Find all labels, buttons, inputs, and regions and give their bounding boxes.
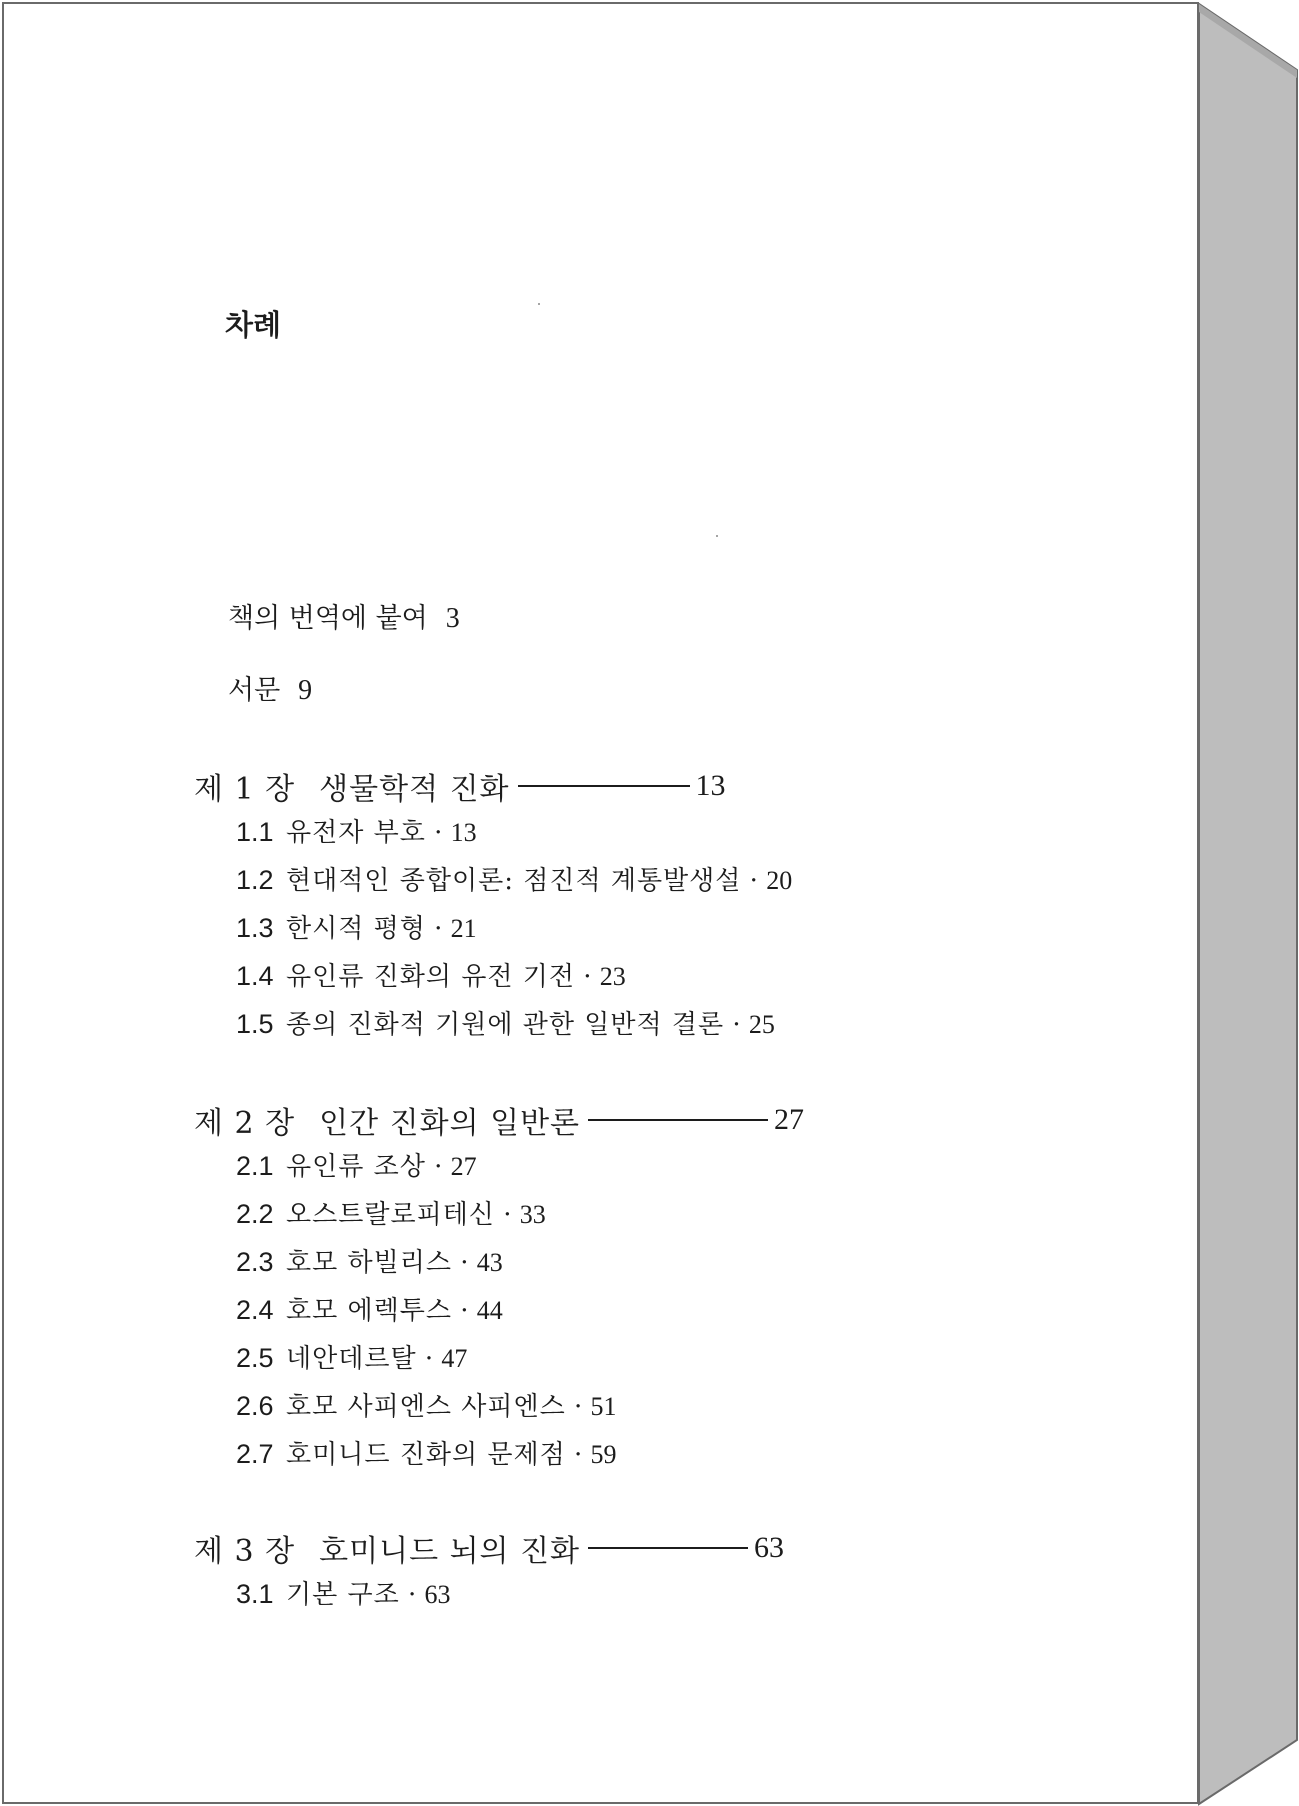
section-title: 호미니드 진화의 문제점: [286, 1440, 566, 1470]
section-title: 한시적 평형: [286, 914, 426, 944]
chapter-title: 인간 진화의 일반론: [319, 1106, 581, 1141]
section-title: 유인류 진화의 유전 기전: [286, 962, 575, 992]
section-item: 2.1 유인류 조상 · 27: [236, 1151, 477, 1182]
section-item: 1.3 한시적 평형 · 21: [236, 913, 477, 944]
chapter-heading: [194, 1098, 804, 1142]
chapter-label: 제 2 장: [194, 1106, 296, 1141]
section-page: 21: [450, 914, 477, 943]
section-item: 1.1 유전자 부호 · 13: [236, 817, 477, 848]
scan-speck: [538, 303, 540, 305]
chapter-page: 27: [774, 1103, 805, 1136]
section-title: 호모 사피엔스 사피엔스: [286, 1392, 566, 1422]
section-title: 유인류 조상: [286, 1152, 426, 1182]
section-page: 43: [476, 1248, 503, 1277]
section-number: 1.4: [236, 961, 274, 991]
section-title: 기본 구조: [286, 1580, 400, 1610]
section-number: 1.3: [236, 913, 274, 943]
section-number: 2.6: [236, 1391, 274, 1421]
chapter-title: 생물학적 진화: [319, 772, 510, 807]
section-page: 25: [748, 1010, 775, 1039]
section-number: 2.3: [236, 1247, 274, 1277]
front-matter-item: [228, 668, 312, 707]
chapter-title: 호미니드 뇌의 진화: [319, 1534, 581, 1569]
section-item: 1.2 현대적인 종합이론: 점진적 계통발생설 · 20: [236, 865, 793, 896]
front-matter-title: 서문: [228, 675, 281, 706]
scan-speck: [716, 535, 718, 537]
section-page: 13: [450, 818, 477, 847]
chapter-page: 63: [754, 1531, 785, 1564]
chapter-heading: [194, 764, 726, 808]
leader-line: [588, 1119, 768, 1121]
section-page: 44: [476, 1296, 503, 1325]
section-number: 2.4: [236, 1295, 274, 1325]
section-item: 2.4 호모 에렉투스 · 44: [236, 1295, 503, 1326]
section-item: 2.2 오스트랄로피테신 · 33: [236, 1199, 546, 1230]
section-title: 호모 에렉투스: [286, 1296, 452, 1326]
section-title: 유전자 부호: [286, 818, 426, 848]
toc-title: 차례: [225, 308, 282, 342]
section-item: 2.7 호미니드 진화의 문제점 · 59: [236, 1439, 617, 1470]
section-page: 23: [599, 962, 626, 991]
front-matter-title: 책의 번역에 붙여: [228, 603, 428, 634]
front-matter-page: 3: [445, 603, 460, 634]
section-page: 33: [519, 1200, 546, 1229]
section-item: 1.5 종의 진화적 기원에 관한 일반적 결론 · 25: [236, 1009, 775, 1040]
section-page: 51: [590, 1392, 617, 1421]
section-page: 47: [441, 1344, 468, 1373]
chapter-heading: [194, 1526, 784, 1570]
section-title: 호모 하빌리스: [286, 1248, 452, 1278]
section-page: 63: [424, 1580, 451, 1609]
section-item: 2.6 호모 사피엔스 사피엔스 · 51: [236, 1391, 617, 1422]
section-number: 1.5: [236, 1009, 274, 1039]
section-number: 1.1: [236, 817, 274, 847]
section-number: 2.5: [236, 1343, 274, 1373]
section-item: 3.1 기본 구조 · 63: [236, 1579, 451, 1610]
section-item: 2.3 호모 하빌리스 · 43: [236, 1247, 503, 1278]
section-title: 오스트랄로피테신: [286, 1200, 495, 1230]
chapter-label: 제 3 장: [194, 1534, 296, 1569]
section-item: 2.5 네안데르탈 · 47: [236, 1343, 468, 1374]
section-number: 2.7: [236, 1439, 274, 1469]
section-page: 59: [590, 1440, 617, 1469]
section-page: 27: [450, 1152, 477, 1181]
section-number: 2.2: [236, 1199, 274, 1229]
section-title: 현대적인 종합이론: 점진적 계통발생설: [286, 866, 742, 896]
front-matter-page: 9: [298, 675, 313, 706]
leader-line: [518, 785, 690, 787]
section-number: 2.1: [236, 1151, 274, 1181]
section-number: 1.2: [236, 865, 274, 895]
chapter-page: 13: [695, 769, 726, 802]
leader-line: [588, 1547, 748, 1549]
section-item: 1.4 유인류 진화의 유전 기전 · 23: [236, 961, 626, 992]
section-title: 종의 진화적 기원에 관한 일반적 결론: [286, 1010, 725, 1040]
section-page: 20: [766, 866, 793, 895]
front-matter-item: [228, 596, 460, 635]
section-title: 네안데르탈: [286, 1344, 417, 1374]
section-number: 3.1: [236, 1579, 274, 1609]
chapter-label: 제 1 장: [194, 772, 296, 807]
